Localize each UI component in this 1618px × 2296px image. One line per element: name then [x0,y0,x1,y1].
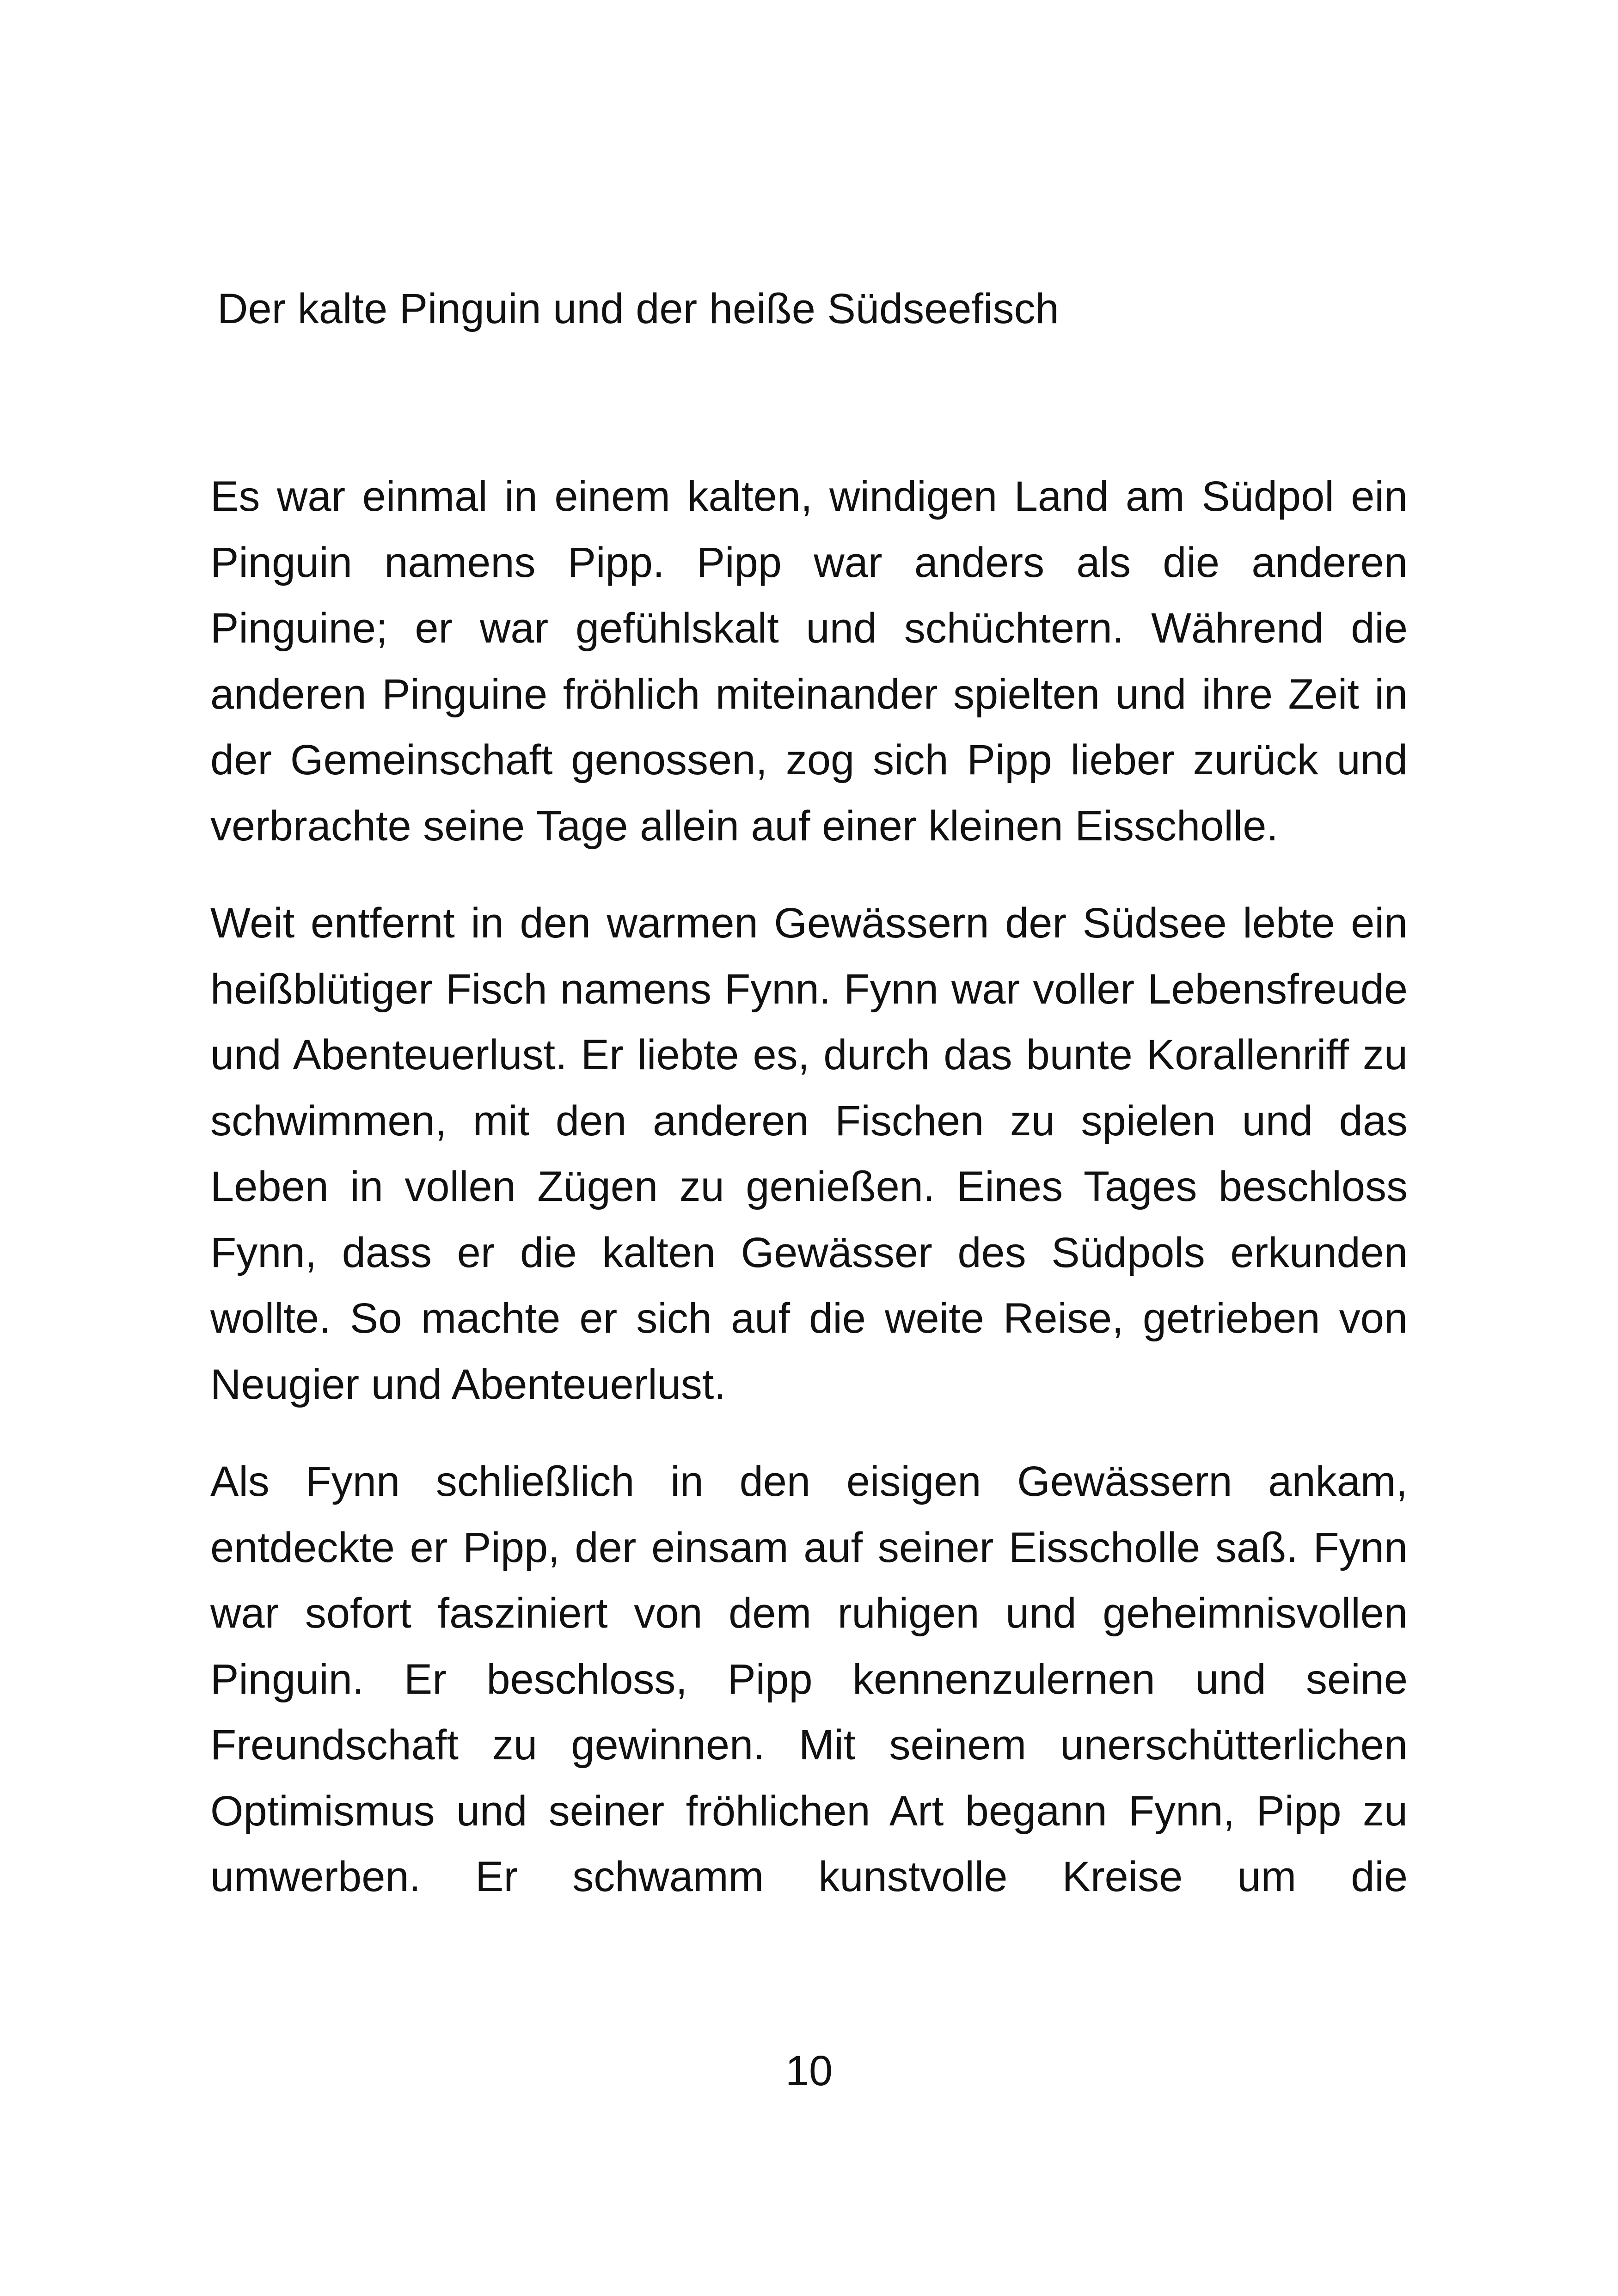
paragraph-3: Als Fynn schließlich in den eisigen Gewässern ankam, entdeckte er Pipp, der einsam auf seiner Eisscholle saß. Fynn war sofort fasziniert von dem ruhigen und geheimnisvollen Pinguin. Er beschloss, Pipp kennenzulernen und seine Freundschaft zu gewinnen. Mit seinem unerschütterlichen Optimismus und seiner fröhlichen Art begann Fynn, Pipp zu umwerben. Er schwamm kunstvolle Kreise um die [210,1458,1408,1900]
page-number: 10 [785,2047,833,2094]
story-title: Der kalte Pinguin und der heiße Südseefisch [217,285,1059,332]
paragraph-1: Es war einmal in einem kalten, windigen Land am Südpol ein Pinguin namens Pipp. Pipp war anders als die anderen Pinguine; er war gefühlskalt und schüchtern. Während die anderen Pinguine fröhlich miteinander spielten und ihre Zeit in der Gemeinschaft genossen, zog sich Pipp lieber zurück und verbrachte seine Tage allein auf einer kleinen Eisscholle. [210,473,1408,850]
story-body [210,464,1408,1910]
paragraph-2: Weit entfernt in den warmen Gewässern der Südsee lebte ein heißblütiger Fisch namens Fynn. Fynn war voller Lebensfreude und Abenteuerlust. Er liebte es, durch das bunte Korallenriff zu schwimmen, mit den anderen Fischen zu spielen und das Leben in vollen Zügen zu genießen. Eines Tages beschloss Fynn, dass er die kalten Gewässer des Südpols erkunden wollte. So machte er sich auf die weite Reise, getrieben von Neugier und Abenteuerlust. [210,900,1408,1408]
